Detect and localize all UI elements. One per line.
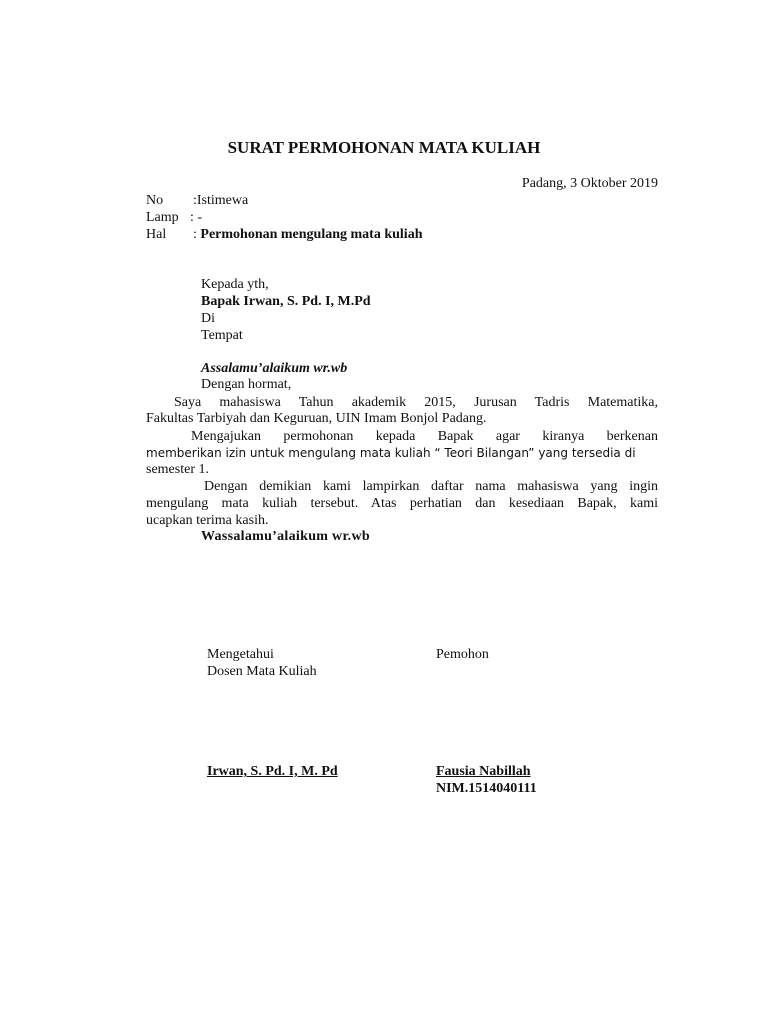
- hal-label: Hal: [146, 227, 167, 242]
- lamp-label: Lamp: [146, 210, 179, 225]
- recipient-name: Bapak Irwan, S. Pd. I, M.Pd: [201, 294, 371, 309]
- para3-line2: mengulang mata kuliah tersebut. Atas perhatian dan kesediaan Bapak, kami: [146, 496, 658, 511]
- sign-right-nim: NIM.1514040111: [436, 781, 537, 796]
- para3-line1: Dengan demikian kami lampirkan daftar nama mahasiswa yang ingin: [204, 479, 658, 494]
- place-date: Padang, 3 Oktober 2019: [521, 176, 658, 191]
- sign-left-line2: Dosen Mata Kuliah: [207, 664, 317, 679]
- no-label: No: [146, 193, 164, 208]
- lamp-value: : -: [190, 210, 203, 225]
- hal-value: Permohonan mengulang mata kuliah: [200, 227, 423, 242]
- opening-salam: Assalamu’alaikum wr.wb: [201, 361, 348, 376]
- no-value: :Istimewa: [193, 193, 249, 208]
- hal-colon: :: [193, 227, 201, 242]
- para3-line3: ucapkan terima kasih.: [146, 513, 269, 528]
- closing-salam: Wassalamu’alaikum wr.wb: [201, 529, 370, 544]
- sign-left-name: Irwan, S. Pd. I, M. Pd: [207, 764, 338, 779]
- hal-row: [193, 226, 422, 243]
- recipient-di: Di: [201, 311, 215, 326]
- para2-line2: memberikan izin untuk mengulang mata kuliah “ Teori Bilangan” yang tersedia di: [146, 446, 636, 460]
- sign-left-line1: Mengetahui: [207, 647, 274, 662]
- recipient-place: Tempat: [201, 328, 243, 343]
- para2-line1: Mengajukan permohonan kepada Bapak agar kiranya berkenan: [191, 429, 658, 444]
- respect-greeting: Dengan hormat,: [201, 377, 292, 392]
- sign-right-line1: Pemohon: [436, 647, 489, 662]
- recipient-greeting: Kepada yth,: [201, 277, 269, 292]
- letter-title: SURAT PERMOHONAN MATA KULIAH: [227, 138, 541, 157]
- para1-line1: Saya mahasiswa Tahun akademik 2015, Jurusan Tadris Matematika,: [174, 395, 658, 410]
- sign-right-name: Fausia Nabillah: [436, 764, 531, 779]
- para1-line2: Fakultas Tarbiyah dan Keguruan, UIN Imam Bonjol Padang.: [146, 411, 487, 426]
- para2-line3: semester 1.: [146, 462, 209, 477]
